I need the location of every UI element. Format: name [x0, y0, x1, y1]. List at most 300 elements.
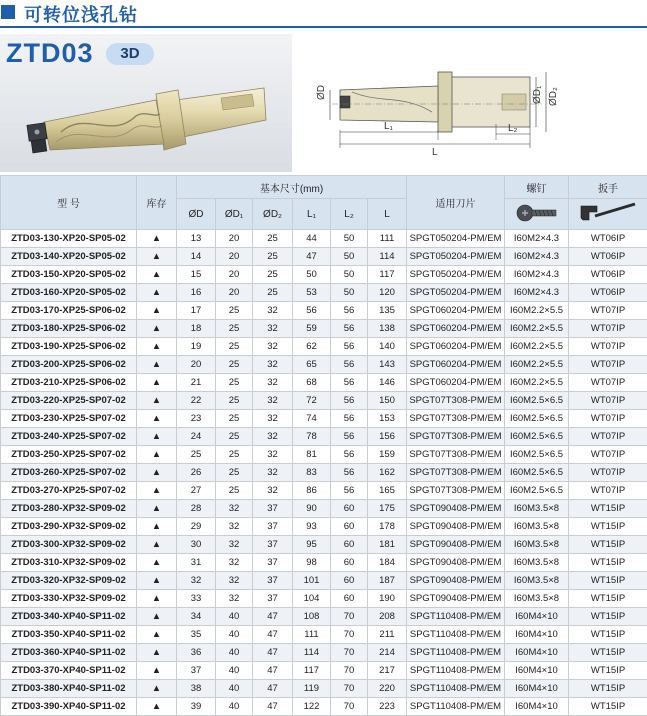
cell-d: 15 — [177, 266, 216, 284]
page-header — [0, 0, 647, 27]
screw-icon — [514, 201, 560, 225]
cell-l: 135 — [368, 302, 407, 320]
cell-l2: 56 — [331, 374, 368, 392]
cell-d1: 25 — [216, 320, 253, 338]
cell-l: 181 — [368, 536, 407, 554]
table-row — [1, 320, 647, 338]
cell-d2: 32 — [253, 446, 293, 464]
cell-wrench: WT07IP — [569, 464, 647, 482]
cell-l: 140 — [368, 338, 407, 356]
cell-d1: 25 — [216, 464, 253, 482]
cell-l: 175 — [368, 500, 407, 518]
cell-screw: I60M3.5×8 — [505, 554, 569, 572]
table-row — [1, 284, 647, 302]
cell-wrench: WT07IP — [569, 338, 647, 356]
cell-d2: 47 — [253, 608, 293, 626]
cell-model: ZTD03-310-XP32-SP09-02 — [1, 554, 137, 572]
cell-l: 178 — [368, 518, 407, 536]
cell-d2: 32 — [253, 374, 293, 392]
product-hero — [0, 34, 647, 172]
cell-model: ZTD03-280-XP32-SP09-02 — [1, 500, 137, 518]
cell-l1: 119 — [293, 680, 331, 698]
cell-l: 214 — [368, 644, 407, 662]
cell-stock: ▲ — [137, 248, 177, 266]
cell-insert: SPGT050204-PM/EM — [407, 284, 505, 302]
cell-d2: 47 — [253, 680, 293, 698]
cell-screw: I60M2.5×6.5 — [505, 392, 569, 410]
cell-wrench: WT07IP — [569, 410, 647, 428]
cell-model: ZTD03-370-XP40-SP11-02 — [1, 662, 137, 680]
cell-l: 211 — [368, 626, 407, 644]
cell-wrench: WT15IP — [569, 500, 647, 518]
cell-model: ZTD03-200-XP25-SP06-02 — [1, 356, 137, 374]
cell-stock: ▲ — [137, 626, 177, 644]
table-row — [1, 374, 647, 392]
cell-screw: I60M4×10 — [505, 680, 569, 698]
cell-l1: 50 — [293, 266, 331, 284]
cell-d1: 40 — [216, 608, 253, 626]
cell-d2: 32 — [253, 482, 293, 500]
cell-screw: I60M2.2×5.5 — [505, 356, 569, 374]
cell-insert: SPGT07T308-PM/EM — [407, 482, 505, 500]
cell-model: ZTD03-300-XP32-SP09-02 — [1, 536, 137, 554]
cell-l: 114 — [368, 248, 407, 266]
cell-l2: 56 — [331, 320, 368, 338]
cell-insert: SPGT090408-PM/EM — [407, 572, 505, 590]
cell-l1: 74 — [293, 410, 331, 428]
cell-model: ZTD03-150-XP20-SP05-02 — [1, 266, 137, 284]
cell-l1: 44 — [293, 230, 331, 248]
cell-l2: 60 — [331, 554, 368, 572]
cell-wrench: WT15IP — [569, 536, 647, 554]
cell-screw: I60M2.5×6.5 — [505, 410, 569, 428]
cell-wrench: WT15IP — [569, 518, 647, 536]
cell-screw: I60M2.5×6.5 — [505, 464, 569, 482]
cell-l: 117 — [368, 266, 407, 284]
cell-insert: SPGT07T308-PM/EM — [407, 410, 505, 428]
label-d1: ØD₁ — [532, 85, 543, 104]
cell-model: ZTD03-340-XP40-SP11-02 — [1, 608, 137, 626]
cell-screw: I60M4×10 — [505, 608, 569, 626]
cell-l2: 60 — [331, 518, 368, 536]
cell-l: 111 — [368, 230, 407, 248]
cell-d: 33 — [177, 590, 216, 608]
cell-model: ZTD03-260-XP25-SP07-02 — [1, 464, 137, 482]
cell-d2: 37 — [253, 500, 293, 518]
header-model: 型 号 — [1, 176, 137, 230]
cell-d: 35 — [177, 626, 216, 644]
cell-screw: I60M3.5×8 — [505, 536, 569, 554]
cell-insert: SPGT110408-PM/EM — [407, 608, 505, 626]
title-divider — [0, 26, 647, 28]
cell-wrench: WT06IP — [569, 248, 647, 266]
cell-screw: I60M3.5×8 — [505, 590, 569, 608]
cell-stock: ▲ — [137, 320, 177, 338]
cell-l1: 78 — [293, 428, 331, 446]
cell-screw: I60M4×10 — [505, 698, 569, 716]
cell-l1: 101 — [293, 572, 331, 590]
cell-model: ZTD03-240-XP25-SP07-02 — [1, 428, 137, 446]
cell-l1: 122 — [293, 698, 331, 716]
cell-d: 34 — [177, 608, 216, 626]
table-row — [1, 644, 647, 662]
cell-l1: 95 — [293, 536, 331, 554]
product-model-name: ZTD03 — [6, 38, 94, 68]
cell-d2: 32 — [253, 428, 293, 446]
table-row — [1, 338, 647, 356]
cell-stock: ▲ — [137, 482, 177, 500]
cell-wrench: WT07IP — [569, 302, 647, 320]
cell-d: 38 — [177, 680, 216, 698]
cell-screw: I60M4×10 — [505, 662, 569, 680]
cell-l2: 56 — [331, 482, 368, 500]
cell-model: ZTD03-180-XP25-SP06-02 — [1, 320, 137, 338]
table-row — [1, 464, 647, 482]
cell-l2: 70 — [331, 608, 368, 626]
cell-l1: 114 — [293, 644, 331, 662]
cell-d2: 37 — [253, 590, 293, 608]
cell-d: 21 — [177, 374, 216, 392]
cell-screw: I60M2.5×6.5 — [505, 446, 569, 464]
cell-d1: 20 — [216, 230, 253, 248]
cell-d1: 25 — [216, 410, 253, 428]
table-row — [1, 662, 647, 680]
table-row — [1, 518, 647, 536]
label-l2: L₂ — [508, 123, 518, 134]
cell-d2: 32 — [253, 392, 293, 410]
cell-d: 32 — [177, 572, 216, 590]
cell-l: 159 — [368, 446, 407, 464]
cell-l: 208 — [368, 608, 407, 626]
cell-d1: 25 — [216, 428, 253, 446]
table-row — [1, 608, 647, 626]
cell-l1: 108 — [293, 608, 331, 626]
cell-stock: ▲ — [137, 680, 177, 698]
cell-l2: 50 — [331, 248, 368, 266]
wrench-image-cell — [569, 199, 647, 230]
header-l: L — [368, 199, 407, 230]
cell-d1: 32 — [216, 500, 253, 518]
cell-stock: ▲ — [137, 230, 177, 248]
cell-l2: 56 — [331, 338, 368, 356]
cell-d: 26 — [177, 464, 216, 482]
cell-d2: 32 — [253, 338, 293, 356]
cell-d: 13 — [177, 230, 216, 248]
cell-model: ZTD03-130-XP20-SP05-02 — [1, 230, 137, 248]
header-d: ØD — [177, 199, 216, 230]
cell-l2: 70 — [331, 698, 368, 716]
cell-screw: I60M4×10 — [505, 644, 569, 662]
table-row — [1, 698, 647, 716]
cell-screw: I60M2×4.3 — [505, 266, 569, 284]
cell-screw: I60M2.2×5.5 — [505, 302, 569, 320]
cell-l1: 81 — [293, 446, 331, 464]
cell-stock: ▲ — [137, 266, 177, 284]
cell-stock: ▲ — [137, 302, 177, 320]
header-l1: L₁ — [293, 199, 331, 230]
cell-screw: I60M3.5×8 — [505, 518, 569, 536]
cell-stock: ▲ — [137, 500, 177, 518]
cell-d1: 20 — [216, 248, 253, 266]
cell-d2: 37 — [253, 554, 293, 572]
cell-stock: ▲ — [137, 374, 177, 392]
cell-d1: 20 — [216, 284, 253, 302]
cell-d1: 32 — [216, 536, 253, 554]
cell-screw: I60M2×4.3 — [505, 284, 569, 302]
cell-wrench: WT07IP — [569, 392, 647, 410]
cell-wrench: WT07IP — [569, 320, 647, 338]
cell-screw: I60M2.5×6.5 — [505, 428, 569, 446]
cell-d1: 20 — [216, 266, 253, 284]
cell-d2: 25 — [253, 284, 293, 302]
cell-screw: I60M2.2×5.5 — [505, 338, 569, 356]
cell-insert: SPGT090408-PM/EM — [407, 500, 505, 518]
cell-wrench: WT15IP — [569, 554, 647, 572]
table-row — [1, 428, 647, 446]
cell-model: ZTD03-140-XP20-SP05-02 — [1, 248, 137, 266]
cell-l2: 56 — [331, 392, 368, 410]
table-row — [1, 482, 647, 500]
cell-l: 156 — [368, 428, 407, 446]
dimension-drawing — [292, 34, 647, 172]
header-l2: L₂ — [331, 199, 368, 230]
cell-d2: 47 — [253, 644, 293, 662]
cell-wrench: WT07IP — [569, 374, 647, 392]
cell-wrench: WT15IP — [569, 662, 647, 680]
cell-l2: 56 — [331, 356, 368, 374]
cell-d: 36 — [177, 644, 216, 662]
cell-l2: 50 — [331, 230, 368, 248]
table-row — [1, 536, 647, 554]
label-l1: L₁ — [384, 121, 393, 132]
cell-screw: I60M2.5×6.5 — [505, 482, 569, 500]
table-row — [1, 554, 647, 572]
cell-d: 25 — [177, 446, 216, 464]
label-d: ØD — [316, 85, 327, 100]
label-l: L — [432, 147, 438, 158]
cell-d2: 32 — [253, 410, 293, 428]
cell-d2: 37 — [253, 572, 293, 590]
cell-insert: SPGT090408-PM/EM — [407, 518, 505, 536]
header-d1: ØD₁ — [216, 199, 253, 230]
cell-model: ZTD03-270-XP25-SP07-02 — [1, 482, 137, 500]
section-marker-icon — [1, 5, 15, 19]
cell-l2: 50 — [331, 284, 368, 302]
cell-l1: 104 — [293, 590, 331, 608]
table-row — [1, 446, 647, 464]
cell-insert: SPGT060204-PM/EM — [407, 374, 505, 392]
cell-d1: 25 — [216, 392, 253, 410]
cell-d2: 32 — [253, 302, 293, 320]
cell-l: 190 — [368, 590, 407, 608]
cell-wrench: WT15IP — [569, 590, 647, 608]
cell-d: 30 — [177, 536, 216, 554]
cell-l2: 70 — [331, 662, 368, 680]
cell-l1: 59 — [293, 320, 331, 338]
page-title: 可转位浅孔钻 — [24, 5, 138, 26]
cell-l2: 56 — [331, 464, 368, 482]
header-dimensions: 基本尺寸(mm) — [177, 176, 407, 199]
cell-model: ZTD03-230-XP25-SP07-02 — [1, 410, 137, 428]
cell-stock: ▲ — [137, 698, 177, 716]
cell-insert: SPGT050204-PM/EM — [407, 248, 505, 266]
product-depth-badge: 3D — [106, 43, 154, 65]
cell-d1: 25 — [216, 482, 253, 500]
cell-d1: 25 — [216, 338, 253, 356]
cell-d1: 25 — [216, 374, 253, 392]
cell-insert: SPGT07T308-PM/EM — [407, 428, 505, 446]
cell-insert: SPGT07T308-PM/EM — [407, 392, 505, 410]
cell-model: ZTD03-190-XP25-SP06-02 — [1, 338, 137, 356]
cell-model: ZTD03-330-XP32-SP09-02 — [1, 590, 137, 608]
header-stock: 库存 — [137, 176, 177, 230]
cell-l2: 70 — [331, 680, 368, 698]
cell-screw: I60M2×4.3 — [505, 230, 569, 248]
cell-stock: ▲ — [137, 446, 177, 464]
cell-stock: ▲ — [137, 428, 177, 446]
cell-insert: SPGT07T308-PM/EM — [407, 446, 505, 464]
cell-d1: 32 — [216, 572, 253, 590]
header-d2: ØD₂ — [253, 199, 293, 230]
table-row — [1, 248, 647, 266]
cell-screw: I60M3.5×8 — [505, 500, 569, 518]
cell-l1: 83 — [293, 464, 331, 482]
cell-model: ZTD03-390-XP40-SP11-02 — [1, 698, 137, 716]
cell-d2: 32 — [253, 356, 293, 374]
wrench-icon — [577, 200, 639, 226]
cell-insert: SPGT090408-PM/EM — [407, 554, 505, 572]
screw-image-cell — [505, 199, 569, 230]
cell-wrench: WT07IP — [569, 482, 647, 500]
cell-l: 223 — [368, 698, 407, 716]
cell-l1: 56 — [293, 302, 331, 320]
cell-wrench: WT06IP — [569, 230, 647, 248]
cell-l1: 65 — [293, 356, 331, 374]
label-d2: ØD₂ — [548, 87, 559, 106]
cell-d2: 32 — [253, 464, 293, 482]
cell-l1: 72 — [293, 392, 331, 410]
cell-l1: 47 — [293, 248, 331, 266]
cell-d1: 40 — [216, 698, 253, 716]
cell-d: 17 — [177, 302, 216, 320]
cell-l: 146 — [368, 374, 407, 392]
cell-wrench: WT15IP — [569, 698, 647, 716]
cell-d1: 32 — [216, 590, 253, 608]
cell-d2: 25 — [253, 266, 293, 284]
cell-d1: 25 — [216, 446, 253, 464]
cell-wrench: WT15IP — [569, 644, 647, 662]
table-row — [1, 500, 647, 518]
cell-l2: 70 — [331, 626, 368, 644]
cell-d2: 25 — [253, 248, 293, 266]
cell-l1: 53 — [293, 284, 331, 302]
cell-l2: 56 — [331, 302, 368, 320]
cell-d: 27 — [177, 482, 216, 500]
cell-d2: 37 — [253, 536, 293, 554]
cell-wrench: WT06IP — [569, 266, 647, 284]
cell-wrench: WT15IP — [569, 626, 647, 644]
cell-d: 31 — [177, 554, 216, 572]
cell-l2: 56 — [331, 446, 368, 464]
cell-l: 220 — [368, 680, 407, 698]
cell-d: 39 — [177, 698, 216, 716]
cell-wrench: WT07IP — [569, 446, 647, 464]
cell-d: 18 — [177, 320, 216, 338]
cell-stock: ▲ — [137, 392, 177, 410]
cell-wrench: WT15IP — [569, 680, 647, 698]
cell-l2: 60 — [331, 572, 368, 590]
cell-d2: 47 — [253, 698, 293, 716]
cell-stock: ▲ — [137, 662, 177, 680]
cell-d1: 32 — [216, 554, 253, 572]
cell-insert: SPGT110408-PM/EM — [407, 662, 505, 680]
cell-model: ZTD03-170-XP25-SP06-02 — [1, 302, 137, 320]
cell-l2: 56 — [331, 410, 368, 428]
cell-screw: I60M2.2×5.5 — [505, 320, 569, 338]
cell-l2: 60 — [331, 590, 368, 608]
cell-l: 217 — [368, 662, 407, 680]
cell-insert: SPGT110408-PM/EM — [407, 698, 505, 716]
product-photo-panel — [0, 34, 292, 172]
cell-insert: SPGT110408-PM/EM — [407, 680, 505, 698]
cell-l2: 60 — [331, 500, 368, 518]
cell-screw: I60M3.5×8 — [505, 572, 569, 590]
cell-insert: SPGT07T308-PM/EM — [407, 464, 505, 482]
cell-l1: 111 — [293, 626, 331, 644]
cell-d1: 25 — [216, 356, 253, 374]
cell-l1: 117 — [293, 662, 331, 680]
cell-d1: 40 — [216, 644, 253, 662]
spec-table-body — [1, 230, 647, 716]
cell-insert: SPGT050204-PM/EM — [407, 266, 505, 284]
cell-wrench: WT07IP — [569, 356, 647, 374]
cell-l1: 93 — [293, 518, 331, 536]
cell-l: 120 — [368, 284, 407, 302]
table-row — [1, 590, 647, 608]
cell-stock: ▲ — [137, 608, 177, 626]
cell-l: 150 — [368, 392, 407, 410]
cell-insert: SPGT060204-PM/EM — [407, 302, 505, 320]
header-wrench: 扳手 — [569, 176, 647, 199]
cell-insert: SPGT090408-PM/EM — [407, 590, 505, 608]
table-row — [1, 410, 647, 428]
cell-d: 16 — [177, 284, 216, 302]
cell-d: 20 — [177, 356, 216, 374]
cell-d1: 32 — [216, 518, 253, 536]
cell-stock: ▲ — [137, 518, 177, 536]
cell-l1: 62 — [293, 338, 331, 356]
cell-model: ZTD03-160-XP20-SP05-02 — [1, 284, 137, 302]
cell-model: ZTD03-250-XP25-SP07-02 — [1, 446, 137, 464]
cell-d2: 47 — [253, 626, 293, 644]
cell-model: ZTD03-210-XP25-SP06-02 — [1, 374, 137, 392]
cell-stock: ▲ — [137, 356, 177, 374]
cell-l: 162 — [368, 464, 407, 482]
cell-l1: 90 — [293, 500, 331, 518]
header-screw: 螺钉 — [505, 176, 569, 199]
cell-l: 138 — [368, 320, 407, 338]
cell-wrench: WT07IP — [569, 428, 647, 446]
table-row — [1, 680, 647, 698]
cell-d1: 40 — [216, 680, 253, 698]
cell-d2: 32 — [253, 320, 293, 338]
cell-wrench: WT15IP — [569, 608, 647, 626]
cell-d: 14 — [177, 248, 216, 266]
cell-l2: 70 — [331, 644, 368, 662]
cell-insert: SPGT060204-PM/EM — [407, 338, 505, 356]
cell-model: ZTD03-320-XP32-SP09-02 — [1, 572, 137, 590]
cell-l: 153 — [368, 410, 407, 428]
